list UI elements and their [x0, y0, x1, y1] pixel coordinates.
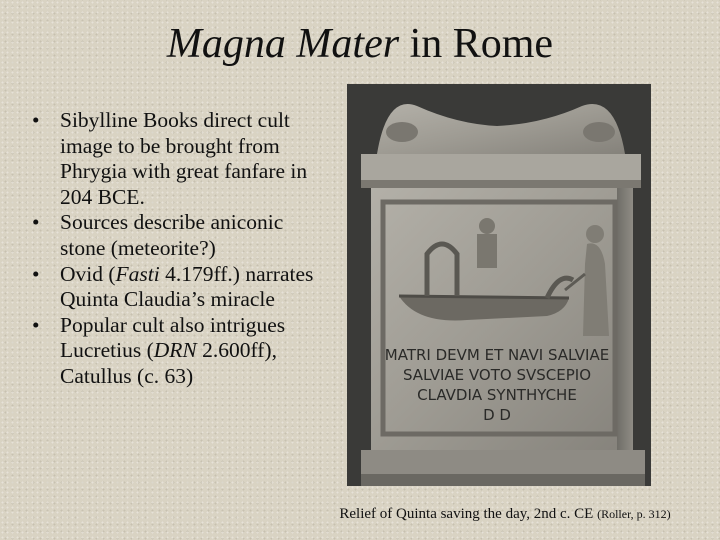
slide-title: [0, 18, 720, 70]
quinta-head: [586, 225, 604, 243]
bullet-italic-text: DRN: [153, 338, 197, 363]
image-caption: [300, 505, 710, 523]
bullet-item: [24, 262, 324, 313]
crown-bolster-right: [583, 122, 615, 142]
inscription-line: CLAVDIA SYNTHYCHE: [417, 386, 577, 404]
altar-cornice: [361, 154, 641, 180]
crown-bolster-left: [386, 122, 418, 142]
goddess-figure: [477, 234, 497, 268]
bullet-text: Sources describe aniconic stone (meteorite?): [60, 210, 284, 260]
bullet-item: [24, 108, 324, 210]
relief-photo: [347, 84, 651, 486]
bullet-text: Ovid (: [60, 261, 116, 286]
caption-text: Relief of Quinta saving the day, 2nd c. CE: [339, 506, 598, 522]
bullet-list: [24, 108, 324, 390]
title-rest: in Rome: [399, 21, 554, 67]
inscription-line: SALVIAE VOTO SVSCEPIO: [402, 366, 592, 384]
bullet-italic-text: Fasti: [115, 261, 160, 286]
goddess-head: [479, 218, 495, 234]
bullet-text: Sibylline Books direct cult image to be brought from Phrygia with great fanfare in 204 BCE.: [60, 108, 308, 209]
bullet-item: [24, 210, 324, 261]
title-italic: Magna Mater: [166, 21, 400, 67]
cornice-shadow: [361, 180, 641, 188]
bullet-item: [24, 313, 324, 390]
caption-citation: (Roller, p. 312): [597, 507, 671, 521]
altar-side: [617, 188, 633, 450]
boat-deck: [399, 296, 569, 298]
bullet-text: Popular cult also intrigues Lucretius (: [60, 312, 286, 363]
altar-plinth: [361, 474, 645, 486]
altar-relief-image: [347, 84, 651, 486]
inscription-line: D D: [483, 406, 511, 424]
bullet-text: 2.600ff), Catullus (c. 63): [60, 338, 277, 388]
altar-base: [361, 450, 645, 474]
inscription-line: MATRI DEVM ET NAVI SALVIAE: [384, 346, 610, 364]
bullet-text: 4.179ff.) narrates Quinta Claudia’s miracle: [60, 261, 314, 312]
